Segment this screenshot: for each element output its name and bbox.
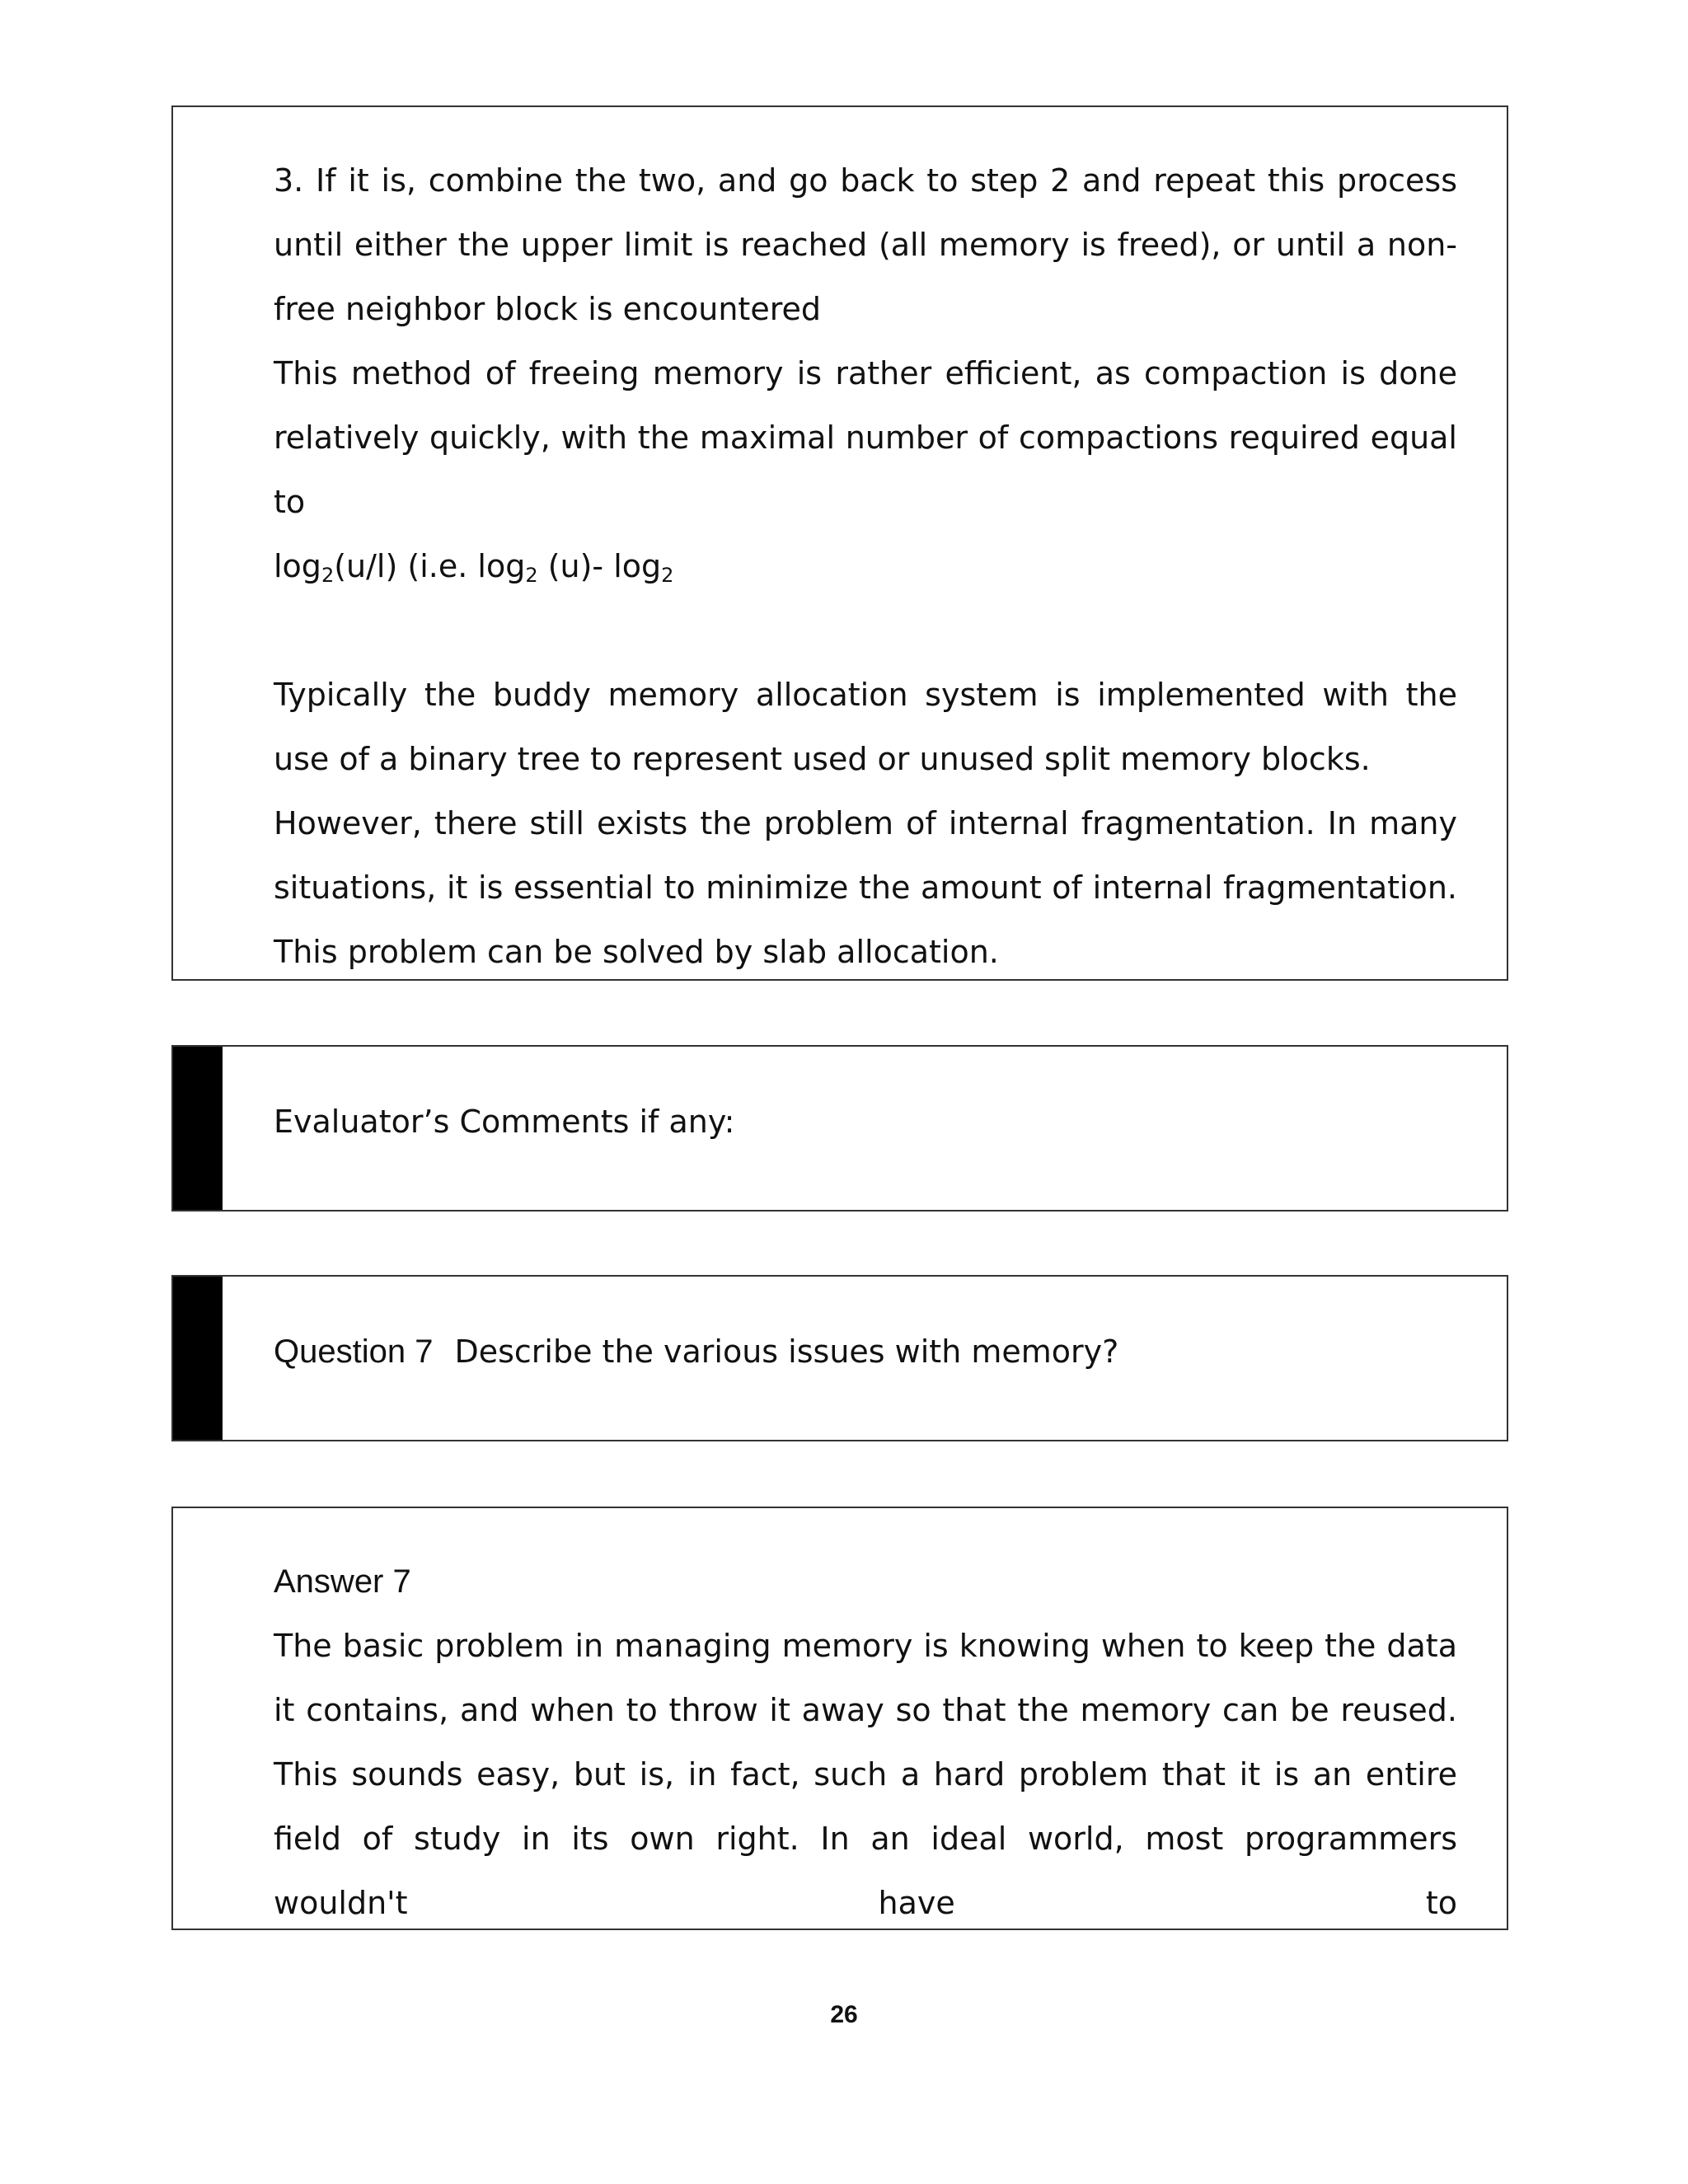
answer-paragraph: The basic problem in managing memory is knowing when to keep the data it contains, and when to throw it away so that the memory can be reused. This sounds easy, but is, in fact, such a hard problem that it is an entire field of study in its own right. In an ideal world, most programmers wouldn't have to <box>274 1628 1457 1921</box>
question-text: Describe the various issues with memory? <box>454 1333 1119 1370</box>
formula <box>274 548 674 587</box>
evaluator-comments-label: Evaluator’s Comments if any: <box>274 1104 735 1140</box>
evaluator-comments-box <box>171 1045 1508 1212</box>
question-label: Question 7 <box>274 1333 434 1370</box>
formula-part-3: (u)- log <box>537 548 662 584</box>
answer-label: Answer 7 <box>274 1563 411 1600</box>
efficiency-text: This method of freeing memory is rather efficient, as compaction is done relatively quickly, with the maximal number of compactions required equal to <box>274 355 1457 520</box>
answer-continuation-content <box>274 148 1457 984</box>
formula-part-1: log <box>274 548 321 584</box>
fragmentation-paragraph: However, there still exists the problem of internal fragmentation. In many situations, it is essential to minimize the amount of internal fragmentation. This problem can be solved by slab allocation. <box>274 805 1457 970</box>
answer-box <box>171 1507 1508 1930</box>
question-box <box>171 1275 1508 1441</box>
black-side-bar <box>173 1277 223 1440</box>
formula-subscript-2: 2 <box>525 564 538 587</box>
paragraph-spacer <box>274 598 1457 663</box>
formula-subscript-1: 2 <box>321 564 335 587</box>
answer-content <box>274 1549 1457 1935</box>
black-side-bar <box>173 1047 223 1210</box>
step-3-paragraph: 3. If it is, combine the two, and go back to step 2 and repeat this process until either the upper limit is reached (all memory is freed), or until a non-free neighbor block is encountered <box>274 162 1457 327</box>
formula-subscript-3: 2 <box>661 564 674 587</box>
formula-part-2: (u/l) (i.e. log <box>334 548 526 584</box>
question-line <box>274 1319 1118 1384</box>
efficiency-paragraph <box>274 341 1457 598</box>
page-number: 26 <box>830 2001 858 2028</box>
binary-tree-paragraph: Typically the buddy memory allocation system is implemented with the use of a binary tree to represent used or unused split memory blocks. <box>274 677 1457 777</box>
answer-continuation-box <box>171 105 1508 981</box>
